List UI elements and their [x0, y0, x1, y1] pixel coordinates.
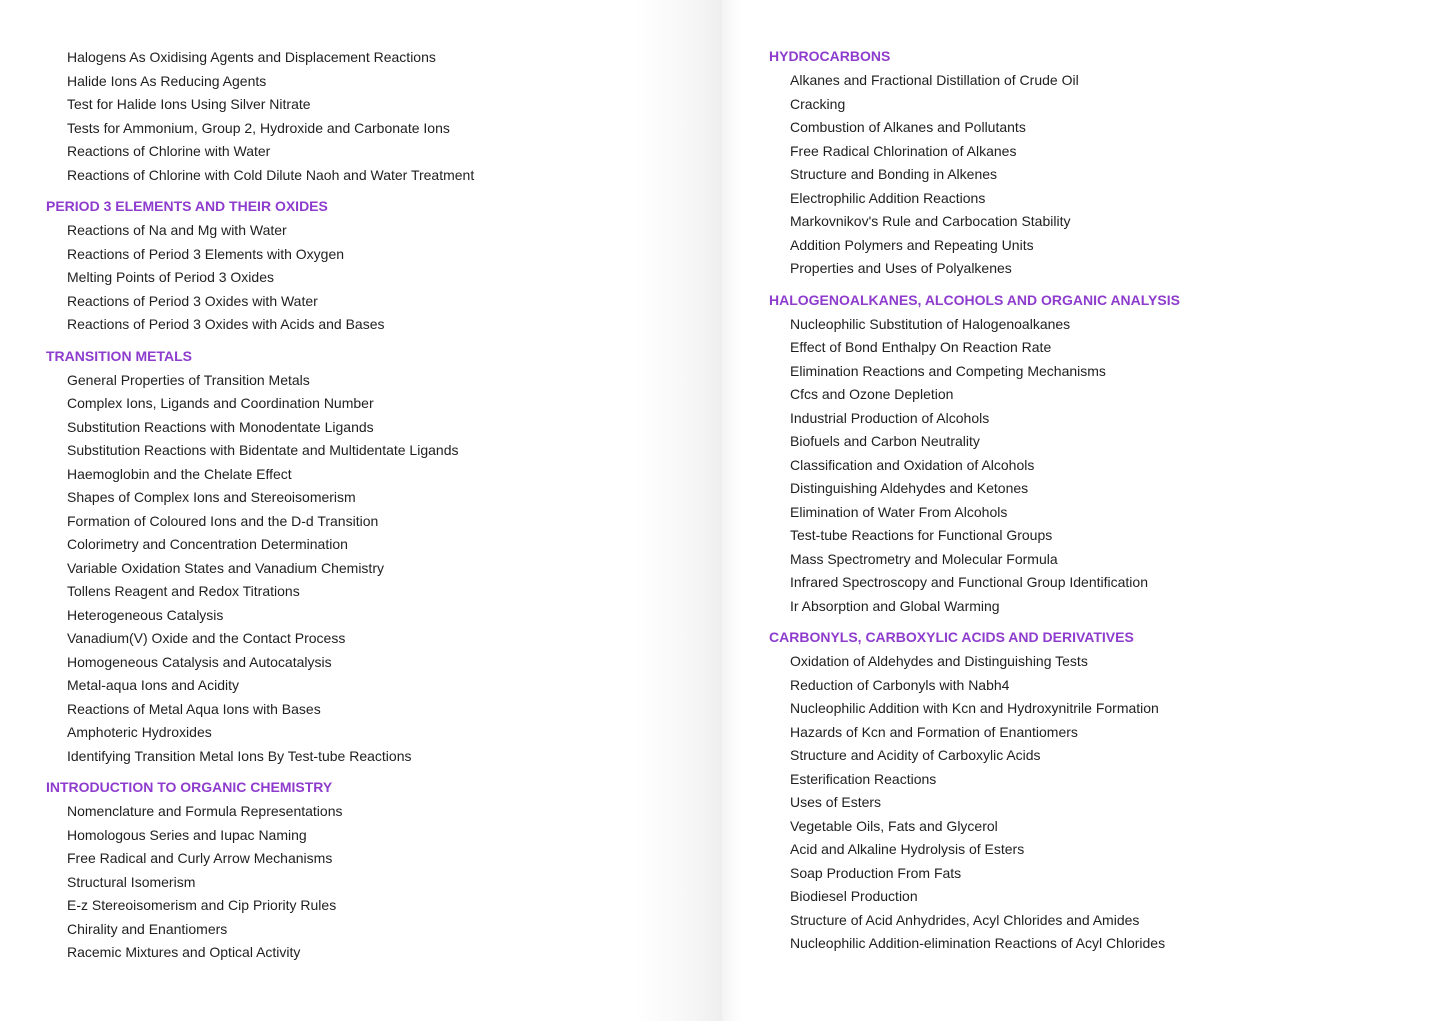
topic-item: Test for Halide Ions Using Silver Nitrate: [67, 96, 311, 112]
topic-item: Vanadium(V) Oxide and the Contact Process: [67, 630, 346, 646]
topic-item: Mass Spectrometry and Molecular Formula: [790, 550, 1058, 567]
topic-item: Tests for Ammonium, Group 2, Hydroxide and Carbonate Ions: [67, 119, 450, 136]
section-introduction-to-organic-chemistry: [46, 777, 722, 965]
topic-item: Reactions of Metal Aqua Ions with Bases: [67, 700, 321, 717]
topic-item: Free Radical Chlorination of Alkanes: [790, 142, 1017, 159]
section-period-3-elements-and-their-oxides: [46, 196, 722, 337]
topic-item: Complex Ions, Ligands and Coordination Number: [67, 395, 374, 411]
topic-list: [769, 69, 1445, 281]
topic-list: [46, 800, 722, 965]
topic-item: Esterification Reactions: [790, 770, 937, 787]
topic-item: Formation of Coloured Ions and the D-d Transition: [67, 512, 379, 529]
topic-item: Amphoteric Hydroxides: [67, 724, 212, 740]
topic-item: Colorimetry and Concentration Determination: [67, 536, 348, 552]
topic-item: Effect of Bond Enthalpy On Reaction Rate: [790, 339, 1052, 355]
topic-item: E-z Stereoisomerism and Cip Priority Rules: [67, 897, 337, 913]
section-heading: TRANSITION METALS: [46, 347, 192, 364]
right-sections: [769, 46, 1445, 956]
topic-item: Infrared Spectroscopy and Functional Group Identification: [790, 574, 1148, 590]
section-hydrocarbons: [769, 46, 1445, 281]
topic-item: Uses of Esters: [790, 794, 882, 810]
topic-item: Industrial Production of Alcohols: [790, 409, 990, 426]
topic-item: Cracking: [790, 95, 846, 112]
topic-item: Structure of Acid Anhydrides, Acyl Chlorides and Amides: [790, 911, 1140, 928]
topic-item: Ir Absorption and Global Warming: [790, 597, 1000, 614]
topic-item: Alkanes and Fractional Distillation of Crude Oil: [790, 72, 1079, 88]
topic-list: [769, 313, 1445, 619]
topic-item: General Properties of Transition Metals: [67, 371, 310, 388]
topic-item: Biodiesel Production: [790, 888, 918, 904]
topic-item: Haemoglobin and the Chelate Effect: [67, 465, 292, 482]
right-page: [722, 0, 1445, 1021]
topic-list: [46, 369, 722, 769]
topic-item: Free Radical and Curly Arrow Mechanisms: [67, 850, 333, 866]
topic-list: [769, 650, 1445, 956]
topic-item: Markovnikov's Rule and Carbocation Stability: [790, 213, 1071, 229]
topic-item: Variable Oxidation States and Vanadium Chemistry: [67, 559, 384, 576]
topic-item: Vegetable Oils, Fats and Glycerol: [790, 817, 998, 834]
topic-item: Soap Production From Fats: [790, 864, 962, 881]
topic-item: Tollens Reagent and Redox Titrations: [67, 583, 300, 599]
topic-item: Racemic Mixtures and Optical Activity: [67, 944, 301, 960]
section-heading: HYDROCARBONS: [769, 48, 891, 64]
topic-item: Nomenclature and Formula Representations: [67, 803, 343, 819]
section-heading: PERIOD 3 ELEMENTS AND THEIR OXIDES: [46, 198, 328, 214]
topic-item: Cfcs and Ozone Depletion: [790, 386, 954, 402]
topic-item: Identifying Transition Metal Ions By Test-tube Reactions: [67, 747, 412, 764]
topic-list: [46, 219, 722, 337]
topic-item: Elimination Reactions and Competing Mechanisms: [790, 362, 1106, 379]
topic-item: Oxidation of Aldehydes and Distinguishing Tests: [790, 653, 1088, 669]
topic-item: Biofuels and Carbon Neutrality: [790, 433, 980, 449]
topic-item: Shapes of Complex Ions and Stereoisomerism: [67, 489, 356, 505]
topic-item: Structural Isomerism: [67, 873, 196, 890]
section-carbonyls-carboxylic-acids-and-derivatives: [769, 627, 1445, 956]
section-halogenoalkanes-alcohols-and-organic-analysis: [769, 290, 1445, 619]
section-transition-metals: [46, 346, 722, 769]
topic-item: Reactions of Chlorine with Water: [67, 143, 271, 159]
section-heading: HALOGENOALKANES, ALCOHOLS AND ORGANIC ANALYSIS: [769, 291, 1180, 308]
topic-item: Halogens As Oxidising Agents and Displacement Reactions: [67, 49, 436, 65]
left-page: [0, 0, 722, 1021]
topic-item: Test-tube Reactions for Functional Groups: [790, 527, 1053, 543]
topic-item: Electrophilic Addition Reactions: [790, 189, 986, 206]
topic-item: Acid and Alkaline Hydrolysis of Esters: [790, 841, 1025, 857]
topic-item: Chirality and Enantiomers: [67, 920, 228, 937]
topic-item: Heterogeneous Catalysis: [67, 606, 224, 623]
topic-item: Metal-aqua Ions and Acidity: [67, 677, 239, 693]
section-heading: CARBONYLS, CARBOXYLIC ACIDS AND DERIVATIVES: [769, 629, 1134, 645]
topic-item: Homogeneous Catalysis and Autocatalysis: [67, 653, 332, 670]
section-heading: INTRODUCTION TO ORGANIC CHEMISTRY: [46, 779, 333, 795]
topic-item: Reactions of Na and Mg with Water: [67, 222, 287, 238]
topic-item: Structure and Bonding in Alkenes: [790, 166, 998, 182]
topic-item: Reactions of Period 3 Oxides with Acids and Bases: [67, 316, 385, 332]
topic-item: Reactions of Period 3 Oxides with Water: [67, 292, 318, 309]
topic-item: Combustion of Alkanes and Pollutants: [790, 119, 1026, 135]
topic-item: Halide Ions As Reducing Agents: [67, 72, 267, 89]
continued-topic-list: [46, 46, 722, 187]
topic-item: Nucleophilic Substitution of Halogenoalkanes: [790, 315, 1071, 332]
topic-item: Reactions of Chlorine with Cold Dilute Naoh and Water Treatment: [67, 166, 475, 183]
left-sections: [46, 196, 722, 965]
topic-item: Substitution Reactions with Monodentate Ligands: [67, 418, 374, 435]
topic-item: Addition Polymers and Repeating Units: [790, 236, 1034, 253]
topic-item: Properties and Uses of Polyalkenes: [790, 260, 1012, 276]
topic-item: Reactions of Period 3 Elements with Oxygen: [67, 245, 345, 262]
topic-item: Nucleophilic Addition-elimination Reactions of Acyl Chlorides: [790, 935, 1166, 951]
topic-item: Melting Points of Period 3 Oxides: [67, 269, 274, 285]
topic-item: Distinguishing Aldehydes and Ketones: [790, 480, 1029, 496]
topic-item: Elimination of Water From Alcohols: [790, 503, 1008, 520]
topic-item: Hazards of Kcn and Formation of Enantiomers: [790, 723, 1078, 740]
topic-item: Classification and Oxidation of Alcohols: [790, 456, 1035, 473]
topic-item: Substitution Reactions with Bidentate and Multidentate Ligands: [67, 442, 459, 458]
topic-item: Homologous Series and Iupac Naming: [67, 826, 307, 843]
topic-item: Structure and Acidity of Carboxylic Acids: [790, 747, 1041, 763]
topic-item: Nucleophilic Addition with Kcn and Hydroxynitrile Formation: [790, 700, 1159, 716]
topic-item: Reduction of Carbonyls with Nabh4: [790, 676, 1010, 693]
